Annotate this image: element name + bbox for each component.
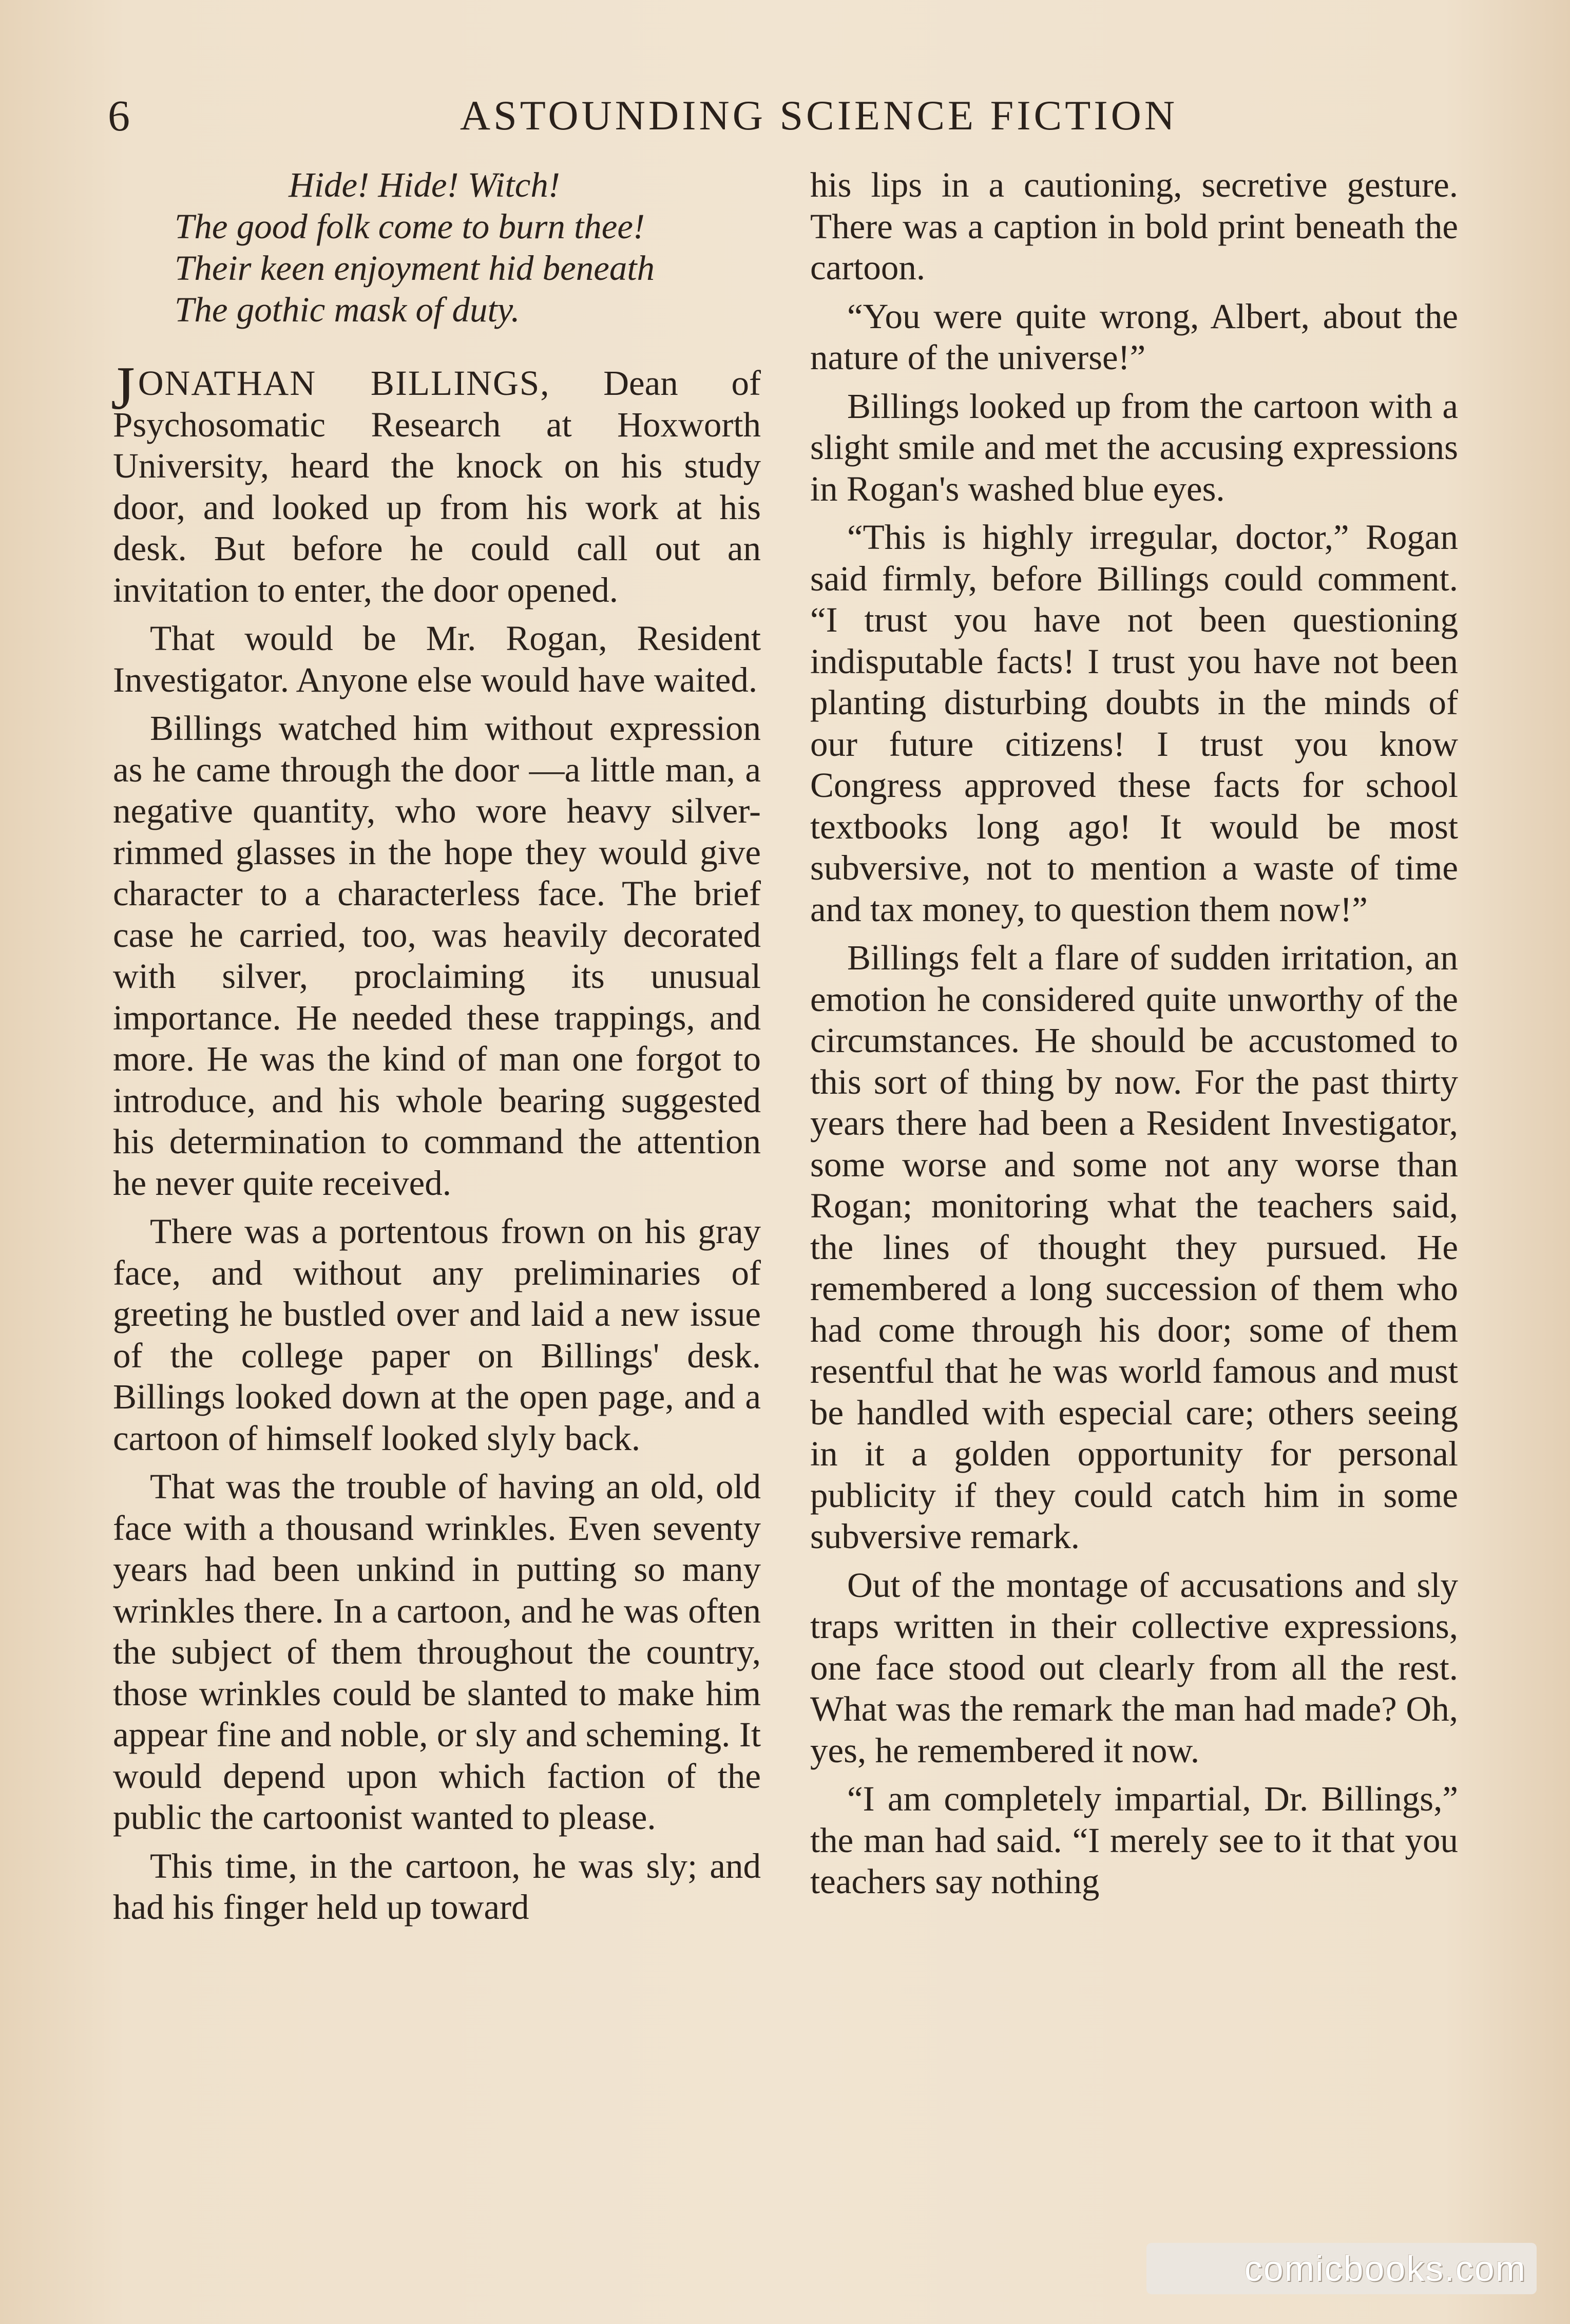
body-paragraph: That would be Mr. Rogan, Resident Investigator. Anyone else would have waited. [113,619,761,699]
running-title: ASTOUNDING SCIENCE FICTION [459,92,1178,139]
body-paragraph: Billings watched him without expression as he came through the door —a little man, a negative quantity, who wore heavy silver-rimmed glasses in the hope they would give character to a characterless face. The brief case he carried, too, was heavily decorated with silver, proclaiming its unusual importance. He needed these trappings, and more. He was the kind of man one forgot to introduce, and his whole bearing suggested his determination to command the attention he never quite received. [113,709,761,1203]
verse-line: Hide! Hide! Witch! [289,165,560,204]
verse-epigraph [175,164,761,331]
body-paragraph: “This is highly irregular, doctor,” Rogan said firmly, before Billings could comment. “I trust you have not been questioning indisputable facts! I trust you have not been planting disturbing doubts in the minds of our future citizens! I trust you know Congress approved these facts for school textbooks long ago! It would be most subversive, not to mention a waste of time and tax money, to question them now!” [810,518,1458,929]
opening-caps: ONATHAN BILLINGS, [138,364,550,403]
opening-paragraph [111,354,761,611]
body-paragraph: Out of the montage of accusations and sly traps written in their collective expressions, one face stood out clearly from all the rest. What was the remark the man had made? Oh, yes, he remembered it now. [810,1565,1458,1770]
verse-line: Their keen enjoyment hid beneath [175,249,655,288]
watermark-text: comicbooks.com [1244,2249,1526,2289]
body-paragraph: “You were quite wrong, Albert, about the nature of the universe!” [810,296,1458,377]
verse-line: The gothic mask of duty. [175,290,520,329]
body-paragraph: There was a portentous frown on his gray face, and without any preliminaries of greeting he bustled over and laid a new issue of the college paper on Billings' desk. Billings looked down at the open page, and a cartoon of himself looked slyly back. [113,1212,761,1458]
drop-cap: J [111,354,135,422]
watermark-badge [1146,2243,1537,2294]
verse-line: The good folk come to burn thee! [175,207,645,246]
body-paragraph: This time, in the cartoon, he was sly; and had his finger held up toward [113,1846,761,1927]
body-paragraph: “I am completely impartial, Dr. Billings,” the man had said. “I merely see to it that you teachers say nothing [810,1779,1458,1901]
body-paragraph: Billings looked up from the cartoon with a slight smile and met the accusing expressions in Rogan's washed blue eyes. [810,386,1458,508]
body-paragraph: That was the trouble of having an old, old face with a thousand wrinkles. Even seventy years had been unkind in putting so many wrinkles there. In a cartoon, and he was often the subject of them throughout the country, those wrinkles could be slanted to make him appear fine and noble, or sly and scheming. It would depend upon which faction of the public the cartoonist wanted to please. [113,1467,761,1837]
opening-text: Dean of Psychosomatic Research at Hoxworth University, heard the knock on his study door, and looked up from his work at his desk. But before he could call out an invitation to enter, the door opened. [113,364,761,609]
left-column [113,164,761,1935]
right-column [810,164,1458,1910]
body-paragraph: Billings felt a flare of sudden irritation, an emotion he considered quite unworthy of the circumstances. He should be accustomed to this sort of thing by now. For the past thirty years there had been a Resident Investigator, some worse and some not any worse than Rogan; monitoring what the teachers said, the lines of thought they pursued. He remembered a long succession of them who had come through his door; some of them resentful that he was world famous and must be handled with especial care; others seeing in it a golden opportunity for personal publicity if they could catch him in some subversive remark. [810,938,1458,1556]
page-header [108,87,1463,144]
continued-paragraph: his lips in a cautioning, secretive gesture. There was a caption in bold print beneath the cartoon. [810,165,1458,287]
page-number: 6 [108,91,130,140]
